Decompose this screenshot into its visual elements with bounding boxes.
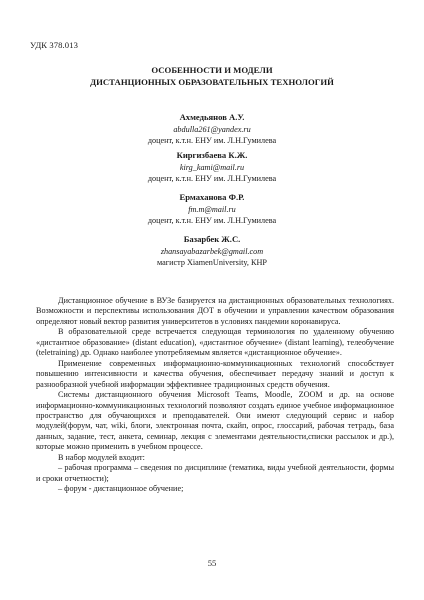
list-item: – форум - дистанционное обучение;: [58, 484, 184, 494]
author-affiliation: магистр XiamenUniversity, КНР: [157, 258, 267, 267]
author-block-4: [80, 234, 344, 269]
page-number: 55: [207, 558, 217, 568]
list-item: – рабочая программа – сведения по дисциплине (тематика, виды учебной деятельности, формы и сроки отчетности);: [36, 463, 394, 483]
author-email: zhansayabazarbek@gmail.com: [160, 246, 264, 256]
udk-code: УДК 378.013: [30, 40, 78, 50]
author-block-3: [80, 192, 344, 227]
article-body: [36, 296, 394, 495]
author-email: kirg_kami@mail.ru: [179, 162, 245, 172]
author-block-2: [80, 150, 344, 185]
body-paragraph: В образовательной среде встречается следующая терминология по удаленному обучению «дистантное образование» (distant education), «дистантное обучение» (distant learning), телеобучение (teletraining) др. Однако наиболее употребляемым является «дистанционное обучение».: [36, 327, 394, 358]
author-email: fm.m@mail.ru: [188, 204, 236, 214]
body-paragraph: Дистанционное обучение в ВУЗе базируется на дистанционных образовательных технологиях. Возможности и перспективы использования ДОТ в обучении и управлении качеством образования определяют новый вектор развития университетов в условиях пандемии коронавируса.: [36, 296, 394, 326]
author-email: abdulla261@yandex.ru: [173, 124, 251, 134]
title-line-1: ОСОБЕННОСТИ И МОДЕЛИ: [151, 65, 273, 75]
author-affiliation: доцент, к.т.н. ЕНУ им. Л.Н.Гумилева: [147, 136, 277, 145]
body-paragraph: Применение современных информационно-коммуникационных технологий способствует повышению интенсивности и качества обучения, обеспечивает передачу знаний и доступ к разнообразной учебной информации эффективнее традиционных средств обучения.: [36, 358, 394, 389]
body-paragraph: В набор модулей входит:: [58, 452, 145, 462]
article-title: [40, 64, 384, 88]
author-affiliation: доцент, к.т.н. ЕНУ им. Л.Н.Гумилева: [147, 216, 277, 225]
author-affiliation: доцент, к.т.н. ЕНУ им. Л.Н.Гумилева: [147, 174, 277, 183]
author-name: Базарбек Ж.С.: [183, 234, 241, 244]
author-name: Ахмедьянов А.У.: [179, 112, 245, 122]
author-name: Киргизбаева К.Ж.: [176, 150, 248, 160]
author-name: Ермаханова Ф.Р.: [179, 192, 245, 202]
author-block-1: [80, 112, 344, 147]
body-paragraph: Системы дистанционного обучения Microsoft Teams, Moodle, ZOOM и др. на основе информационно-коммуникационных технологий позволяют создать единое учебное информационное пространство для обучающихся и преподавателей. Они имеют следующий сервис и набор модулей(форум, чат, wiki, блоги, электронная почта, скайп, опрос, глоссарий, рабочая тетрадь, база данных, задание, тест, анкета, семинар, лекция с элементами деятельности,списки рассылок и др.), которые можно применить в учебном процессе.: [36, 390, 394, 452]
title-line-2: ДИСТАНЦИОННЫХ ОБРАЗОВАТЕЛЬНЫХ ТЕХНОЛОГИЙ: [90, 77, 334, 87]
